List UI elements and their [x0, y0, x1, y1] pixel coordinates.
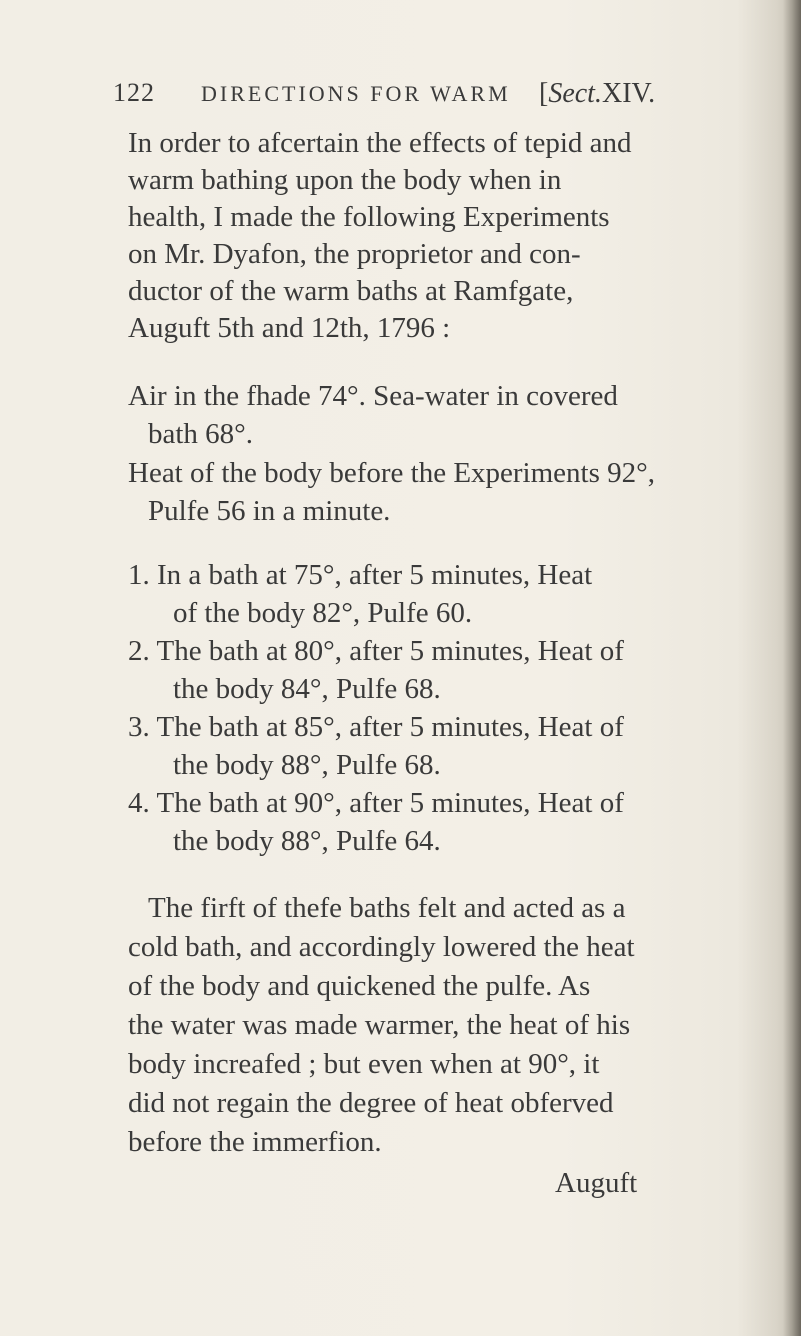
text-line: the water was made warmer, the heat of his — [128, 1009, 631, 1041]
text-line: before the immerfion. — [128, 1126, 382, 1158]
page-number: 122 — [113, 78, 155, 107]
text-line: body increafed ; but even when at 90°, it — [128, 1048, 600, 1080]
text-line: Heat of the body before the Experiments 92°, — [128, 457, 655, 489]
section-bracket: [ — [539, 78, 549, 109]
experiment-line: the body 84°, Pulfe 68. — [173, 673, 441, 705]
text-line: did not regain the degree of heat obferved — [128, 1087, 614, 1119]
text-line: bath 68°. — [148, 418, 254, 450]
section-label: Sect. — [548, 78, 602, 109]
text-line: cold bath, and accordingly lowered the heat — [128, 931, 635, 963]
experiment-line: the body 88°, Pulfe 68. — [173, 749, 441, 781]
experiment-line: 3. The bath at 85°, after 5 minutes, Heat of — [128, 711, 624, 743]
experiment-line: the body 88°, Pulfe 64. — [173, 825, 441, 857]
text-line: Air in the fhade 74°. Sea-water in covered — [128, 380, 618, 412]
section-marker — [539, 78, 655, 110]
experiment-line: of the body 82°, Pulfe 60. — [173, 597, 473, 629]
experiment-line: 1. In a bath at 75°, after 5 minutes, Heat — [128, 559, 593, 591]
page-edge-shadow — [783, 0, 801, 1336]
text-line: warm bathing upon the body when in — [128, 164, 562, 196]
text-line: ductor of the warm baths at Ramfgate, — [128, 275, 574, 307]
text-line: The firft of thefe baths felt and acted as a — [148, 892, 626, 924]
text-line: Auguft 5th and 12th, 1796 : — [128, 312, 451, 344]
experiment-line: 2. The bath at 80°, after 5 minutes, Heat of — [128, 635, 624, 667]
text-line: of the body and quickened the pulfe. As — [128, 970, 591, 1002]
text-line: on Mr. Dyafon, the proprietor and con- — [128, 238, 581, 270]
running-title: DIRECTIONS FOR WARM — [201, 81, 511, 106]
running-header — [113, 78, 723, 114]
section-number: XIV. — [601, 78, 656, 109]
catchword: Auguft — [555, 1167, 638, 1199]
text-line: health, I made the following Experiments — [128, 201, 610, 233]
experiment-line: 4. The bath at 90°, after 5 minutes, Heat of — [128, 787, 624, 819]
text-line: In order to afcertain the effects of tepid and — [128, 127, 632, 159]
text-line: Pulfe 56 in a minute. — [148, 495, 391, 527]
